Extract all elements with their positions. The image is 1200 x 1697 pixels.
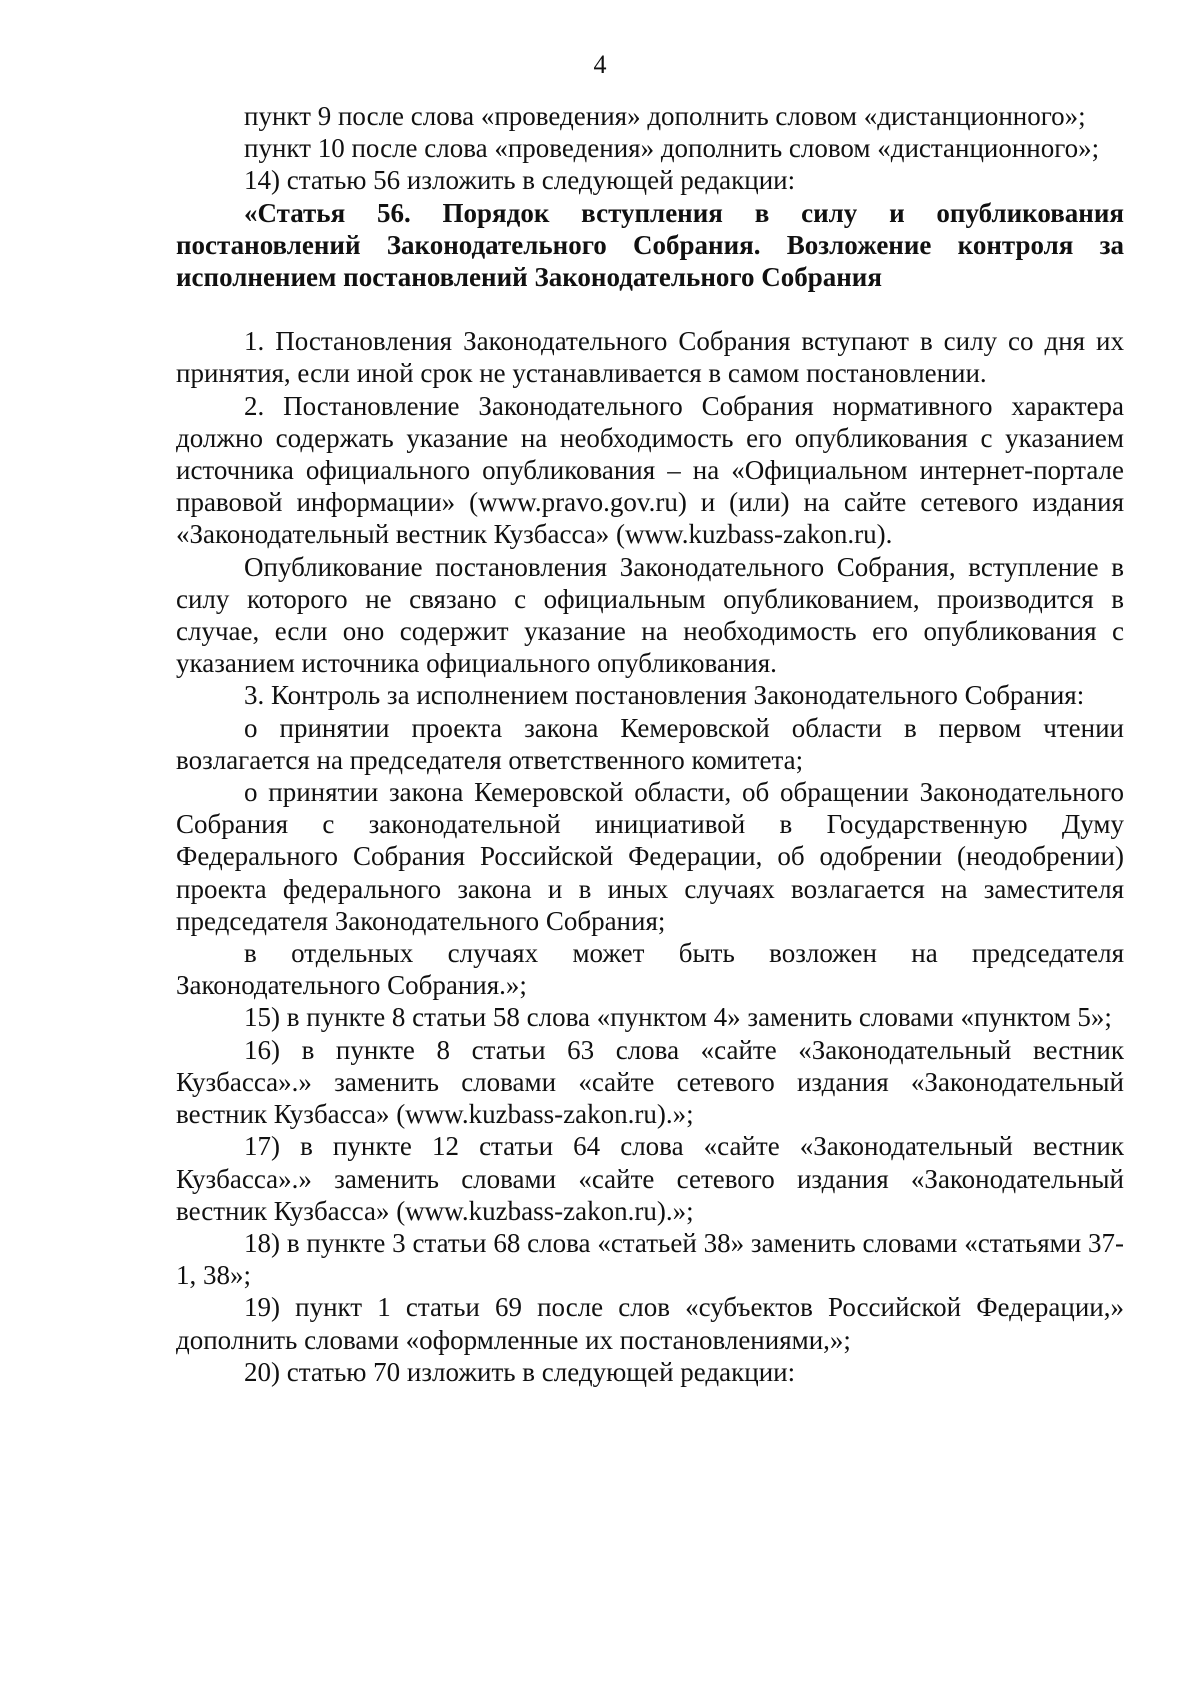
- paragraph: 18) в пункте 3 статьи 68 слова «статьей 38» заменить словами «статьями 37-1, 38»;: [176, 1227, 1124, 1291]
- paragraph: 1. Постановления Законодательного Собрания вступают в силу со дня их принятия, если иной срок не устанавливается в самом постановлении.: [176, 326, 1124, 389]
- paragraph: 19) пункт 1 статьи 69 после слов «субъектов Российской Федерации,» дополнить словами «оформленные их постановлениями,»;: [176, 1292, 1124, 1355]
- paragraph: 2. Постановление Законодательного Собрания нормативного характера должно содержать указание на необходимость его опубликования с указанием источника официального опубликования – на «Официальном интернет-портале правовой информации» (www.pravo.gov.ru) и (или) на сайте сетевого издания «Законодательный вестник Кузбасса» (www.kuzbass-zakon.ru).: [176, 390, 1124, 550]
- paragraph: о принятии закона Кемеровской области, об обращении Законодательного Собрания с законодательной инициативой в Государственную Думу Федерального Собрания Российской Федерации, об одобрении (неодобрении) проекта федерального закона и в иных случаях возлагается на заместителя председателя Законодательного Собрания;: [176, 777, 1124, 936]
- paragraph: о принятии проекта закона Кемеровской области в первом чтении возлагается на председателя ответственного комитета;: [176, 712, 1124, 775]
- paragraph: пункт 10 после слова «проведения» дополнить словом «дистанционного»;: [244, 133, 1100, 164]
- document-text: [176, 100, 1124, 1388]
- paragraph: 16) в пункте 8 статьи 63 слова «сайте «Законодательный вестник Кузбасса».» заменить словами «сайте сетевого издания «Законодательный вестник Кузбасса» (www.kuzbass-zakon.ru).»;: [176, 1034, 1124, 1130]
- paragraph: 15) в пункте 8 статьи 58 слова «пунктом 4» заменить словами «пунктом 5»;: [244, 1002, 1112, 1033]
- paragraph: 17) в пункте 12 статьи 64 слова «сайте «Законодательный вестник Кузбасса».» заменить словами «сайте сетевого издания «Законодательный вестник Кузбасса» (www.kuzbass-zakon.ru).»;: [176, 1131, 1124, 1226]
- paragraph: в отдельных случаях может быть возложен на председателя Законодательного Собрания.»;: [176, 938, 1124, 1001]
- page-number: 4: [593, 50, 607, 79]
- paragraph: 3. Контроль за исполнением постановления Законодательного Собрания:: [244, 680, 1085, 711]
- article-heading: «Статья 56. Порядок вступления в силу и опубликования постановлений Законодательного Собрания. Возложение контроля за исполнением постановлений Законодательного Собрания: [176, 197, 1124, 293]
- paragraph: пункт 9 после слова «проведения» дополнить словом «дистанционного»;: [244, 101, 1086, 131]
- paragraph: 14) статью 56 изложить в следующей редакции:: [244, 165, 796, 196]
- paragraph: 20) статью 70 изложить в следующей редакции:: [244, 1356, 796, 1387]
- paragraph: Опубликование постановления Законодательного Собрания, вступление в силу которого не связано с официальным опубликованием, производится в случае, если оно содержит указание на необходимость его опубликования с указанием источника официального опубликования.: [176, 551, 1124, 679]
